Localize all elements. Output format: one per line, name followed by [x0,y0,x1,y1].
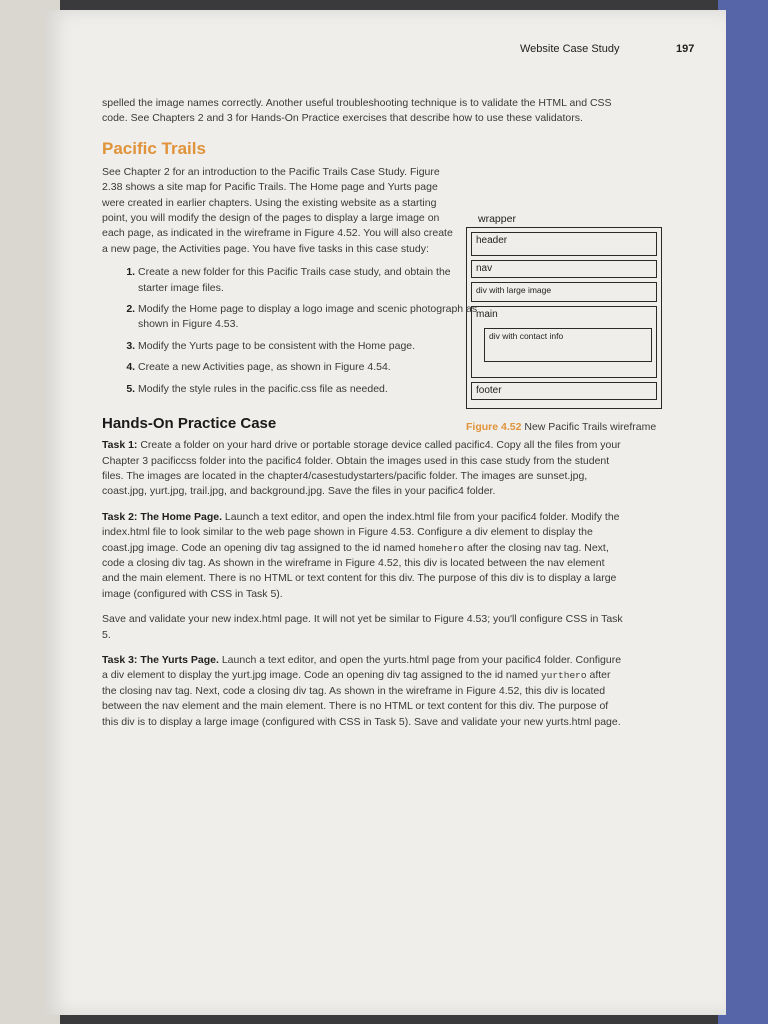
wireframe-wrapper-label: wrapper [478,212,516,225]
book-page [46,10,726,1015]
figure-caption-text: New Pacific Trails wireframe [521,420,657,433]
task3-text-a: Launch a text editor, and open the yurts.html page from your pacific4 folder. Configure a div element to display the yurt.jpg image. Code an opening div tag assigned to the id named [102,653,622,682]
page-number: 197 [676,43,695,55]
wireframe-main-box [471,306,657,378]
wireframe-hero-box: div with large image [471,282,657,302]
wireframe-main-label: main [476,308,498,320]
section-title: Pacific Trails [102,138,206,158]
task2-save-paragraph: Save and validate your new index.html page. It will not yet be similar to Figure 4.53; you'll configure CSS in Task 5. [102,613,623,641]
task2-paragraph [102,510,624,602]
task1-text: Create a folder on your hard drive or portable storage device called pacific4. Copy all the files from your Chapter 3 pacificcss folder into the pacific4 folder. Obtain the images used in this case study from the student files. The images are located in the chapter4/casestudystarters/pacific folder. The images are sunset.jpg, coast.jpg, yurt.jpg, trail.jpg, and background.jpg. Save the files in your pacific4 folder. [102,439,621,498]
running-head-title: Website Case Study [520,43,620,55]
intro-paragraph: spelled the image names correctly. Another useful troubleshooting technique is to validate the HTML and CSS code. See Chapters 2 and 3 for Hands-On Practice exercises that describe how to use these validators. [102,97,612,125]
task2-code: homehero [418,542,464,554]
task-item: 2. Modify the Home page to display a logo image and scenic photograph as shown in Figure 4.53. [138,302,478,333]
task-item: 1. Create a new folder for this Pacific Trails case study, and obtain the starter image files. [138,265,478,296]
task2-text-a: Launch a text editor, and open the index.html file from your pacific4 folder. Modify the index.html file to look similar to the web page shown in Figure 4.53. Configure a div element to display the coast.jpg image. Code an opening div tag assigned to the id named [102,510,620,554]
figure-number: Figure 4.52 [466,420,522,433]
task-item: 3. Modify the Yurts page to be consistent with the Home page. [138,339,478,354]
task3-text-b: after the closing nav tag. Next, code a closing div tag. As shown in the wireframe in Figure 4.52, this div is located between the nav element and the main element. There is no HTML or text content for this div. The purpose of this div is to display a large image (configured with CSS in Task 5). Save and validate your new yurts.html page. [102,669,621,728]
task-item: 5. Modify the style rules in the pacific.css file as needed. [138,382,478,397]
wireframe-figure [466,213,662,434]
section-intro: See Chapter 2 for an introduction to the Pacific Trails Case Study. Figure 2.38 shows a site map for Pacific Trails. The Home page and Yurts page were created in earlier chapters. Using the existing website as a starting point, you will modify the design of the pages to display a large image on each page, as indicated in the wireframe in Figure 4.52. You will also create a new page, the Activities page. You have five tasks in this case study: [102,165,453,255]
task-item: 4. Create a new Activities page, as shown in Figure 4.54. [138,360,478,375]
wireframe-contact-box: div with contact info [484,328,652,362]
task3-lead: Task 3: The Yurts Page. [102,653,219,666]
wireframe-wrapper-box [466,227,662,409]
hands-on-title: Hands-On Practice Case [102,415,277,433]
task2-lead: Task 2: The Home Page. [102,510,223,523]
task-list [102,265,478,397]
task3-code: yurthero [540,670,587,682]
wireframe-nav-box: nav [471,260,657,278]
wireframe-footer-box: footer [471,382,657,400]
task3-paragraph [102,653,624,730]
page-content [102,96,657,740]
wireframe-header-box: header [471,232,657,256]
running-head [46,43,726,63]
task2-text-b: after the closing nav tag. Next, code a closing div tag. As shown in the wireframe in Figure 4.52, this div is located between the nav element and the main element. There is no HTML or text content for this div. The purpose of this div is to display a large image (configured with CSS in Task 5). [102,541,617,600]
task1-paragraph [102,438,624,500]
hands-on-section [102,438,624,730]
figure-caption [466,421,662,434]
task1-lead: Task 1: [102,439,138,452]
